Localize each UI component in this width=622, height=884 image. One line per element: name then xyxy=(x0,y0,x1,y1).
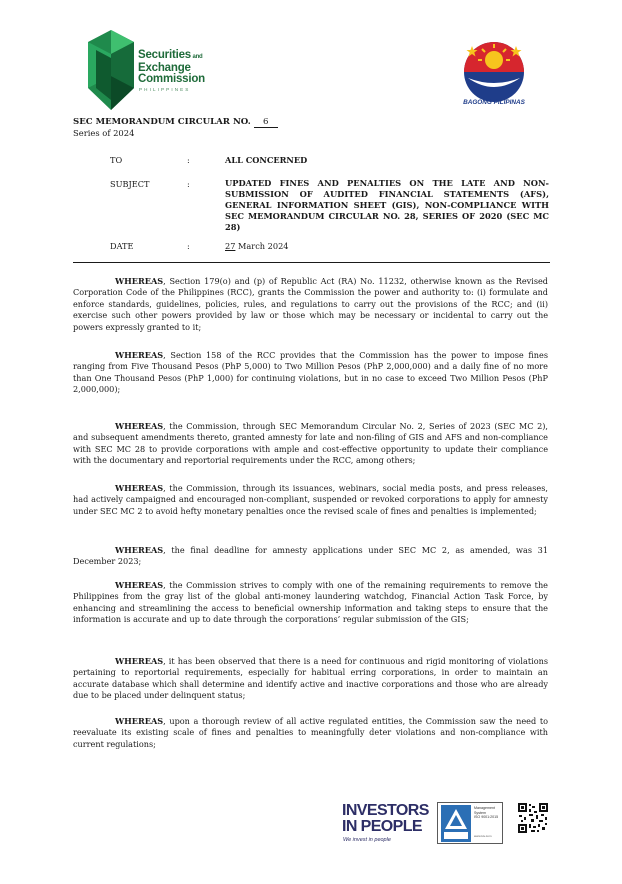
date-day: 27 xyxy=(225,241,236,251)
whereas-paragraph-1: WHEREAS, Section 179(o) and (p) of Republic Act (RA) No. 11232, otherwise known as the Revised Corporation Code of the Philippines (RCC), grants the Commission the power and authority to: (i) formulate and enforce standards, guidelines, policies, rules, and regulations to carry out the provisions of the RCC; and (ii) exercise such other powers provided by law or those which may be necessary or incidental to carry out the powers expressly granted to it; xyxy=(73,276,548,332)
date-label: DATE xyxy=(110,241,134,251)
to-label: TO xyxy=(110,155,123,165)
to-colon: : xyxy=(187,155,190,165)
investors-in-people-logo: INVESTORS IN PEOPLE We invest in people xyxy=(342,802,429,843)
sec-wordmark: Securities and Exchange Commission xyxy=(138,49,206,85)
date-value xyxy=(225,241,289,251)
memo-title xyxy=(73,117,278,128)
whereas-paragraph-7: WHEREAS, it has been observed that there is a need for continuous and rigid monitoring of violations pertaining to reportorial requirements, especially for habitual erring corporations, in order to maintain an accurate database which shall determine and identify active and inactive corporations and those who are already due to be placed under delinquent status; xyxy=(73,656,548,701)
to-value: ALL CONCERNED xyxy=(225,155,308,165)
whereas-paragraph-3: WHEREAS, the Commission, through SEC Memorandum Circular No. 2, Series of 2023 (SEC MC 2), and subsequent amendments thereto, granted amnesty for late and non-filing of GIS and AFS and non-compliance with SEC MC 28 to provide corporations with ample and cost-effective opportunity to update their compliance with the documentary and reportorial requirements under the RCC, among others; xyxy=(73,421,548,466)
memo-title-prefix: SEC MEMORANDUM CIRCULAR NO. xyxy=(73,117,251,127)
whereas-paragraph-6: WHEREAS, the Commission strives to comply with one of the remaining requirements to remove the Philippines from the gray list of the global anti-money laundering watchdog, Financial Action Task Force, by enhancing and streamlining the access to beneficial ownership information and taking steps to ensure that the information is accurate and up to date through the corporations’ regular submission of the GIS; xyxy=(73,580,548,625)
tuv-logo-icon xyxy=(441,805,471,842)
memo-number: 6 xyxy=(254,118,278,128)
header-divider xyxy=(73,262,550,263)
date-colon: : xyxy=(187,241,190,251)
subject-label: SUBJECT xyxy=(110,179,150,189)
date-month-year: March 2024 xyxy=(235,241,289,251)
whereas-paragraph-2: WHEREAS, Section 158 of the RCC provides that the Commission has the power to impose fines ranging from Five Thousand Pesos (PhP 5,000) to Two Million Pesos (PhP 2,000,000) and a daily fine of no more than One Thousand Pesos (PhP 1,000) for continuing violations, but in no case to exceed Two Million Pesos (PhP 2,000,000); xyxy=(73,350,548,395)
whereas-paragraph-4: WHEREAS, the Commission, through its issuances, webinars, social media posts, and press releases, had actively campaigned and encouraged non-compliant, suspended or revoked corporations to apply for amnesty under SEC MC 2 to avoid hefty monetary penalties once the revised scale of fines and penalties is implemented; xyxy=(73,483,548,516)
sec-logo xyxy=(88,30,218,110)
tuv-url: www.tuv.com xyxy=(474,834,492,838)
sec-emblem-icon xyxy=(88,30,134,110)
subject-value: UPDATED FINES AND PENALTIES ON THE LATE AND NON-SUBMISSION OF AUDITED FINANCIAL STATEMENTS (AFS), GENERAL INFORMATION SHEET (GIS), NON-COMPLIANCE WITH SEC MEMORANDUM CIRCULAR NO. 28, SERIES OF 2020 (SEC MC 28) xyxy=(225,178,549,232)
bagong-pilipinas-text: BAGONG PILIPINAS xyxy=(463,99,525,106)
tuv-certification-badge xyxy=(437,802,503,844)
memo-series: Series of 2024 xyxy=(73,128,135,138)
whereas-paragraph-5: WHEREAS, the final deadline for amnesty applications under SEC MC 2, as amended, was 31 December 2023; xyxy=(73,545,548,567)
tuv-text: Management System ISO 9001:2015 xyxy=(474,806,499,820)
qr-code-icon xyxy=(517,802,549,834)
sec-country: PHILIPPINES xyxy=(139,87,191,92)
whereas-paragraph-8: WHEREAS, upon a thorough review of all active regulated entities, the Commission saw the need to reevaluate its existing scale of fines and penalties to meaningfully deter violations and non-compliance with current regulations; xyxy=(73,716,548,749)
subject-colon: : xyxy=(187,179,190,189)
